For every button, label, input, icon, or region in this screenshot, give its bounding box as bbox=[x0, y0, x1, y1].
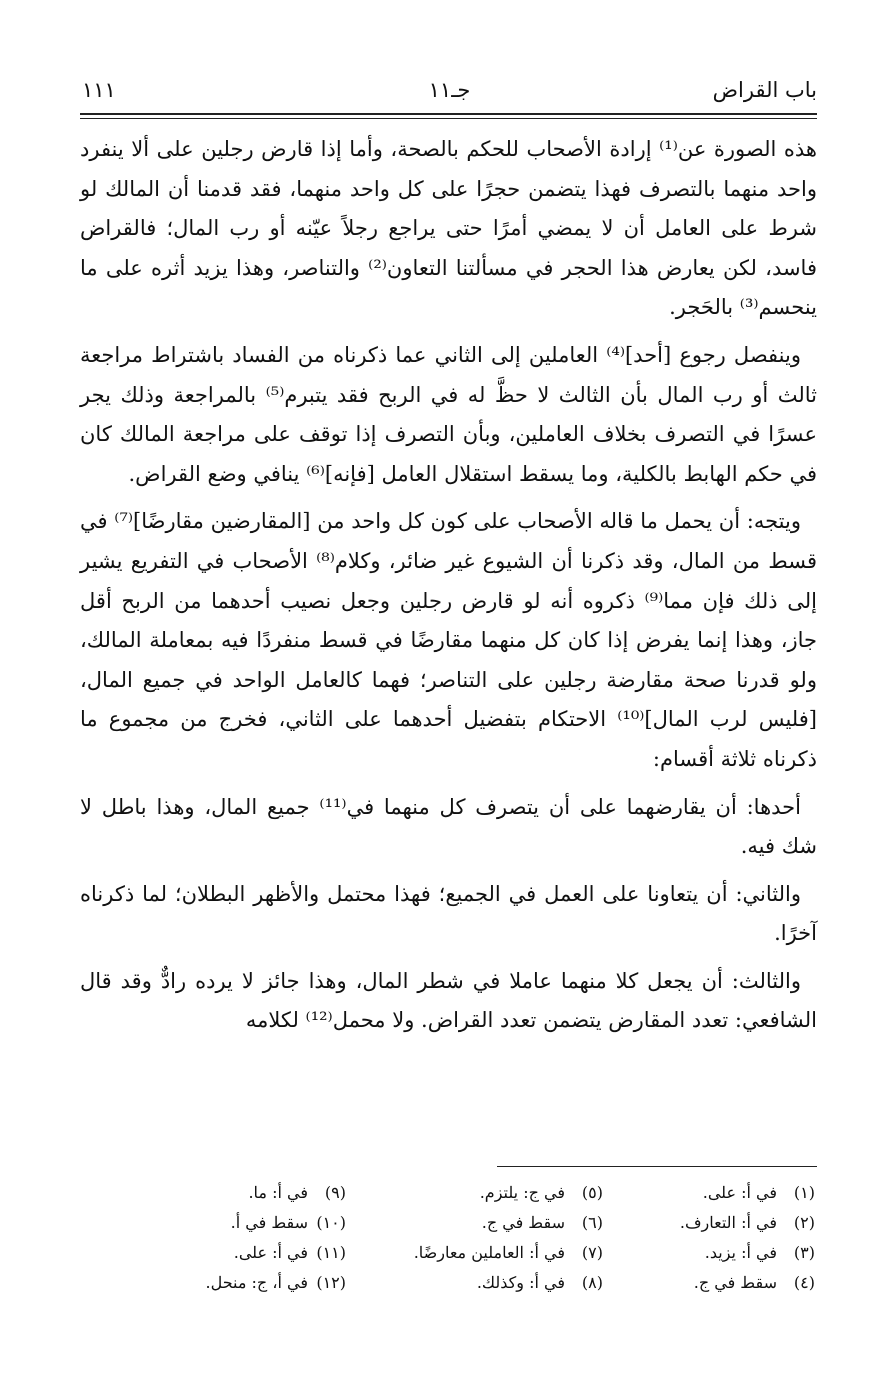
footnote-item bbox=[603, 1208, 815, 1238]
text-line: وينفصل رجوع [أحد]⁽⁴⁾ العاملين إلى الثاني عما ذكرناه من الفساد باشتراط bbox=[151, 342, 801, 367]
paragraph bbox=[80, 788, 817, 867]
footnote-item bbox=[346, 1238, 603, 1268]
paragraph bbox=[80, 336, 817, 494]
footnote-number: (١١) bbox=[316, 1243, 346, 1262]
footnote-text: في ج: يلتزم. bbox=[479, 1183, 565, 1202]
footnote-item bbox=[80, 1268, 346, 1298]
text-line: هذه الصورة عن⁽¹⁾ إرادة الأصحاب للحكم بالصحة، وأما إذا قارض رجلين على bbox=[156, 137, 818, 161]
footnote-number: (٧) bbox=[581, 1243, 603, 1262]
text-line: والثالث: أن يجعل كلا منهما عاملا في شطر المال، وهذا جائز لا يرده رادٌّ bbox=[160, 968, 801, 993]
footnote-text: سقط في أ. bbox=[230, 1213, 308, 1232]
text-line: باطل لا شك فيه. bbox=[80, 794, 817, 859]
footnote-number: (١٠) bbox=[316, 1213, 346, 1232]
footnote-text: في أ: يزيد. bbox=[704, 1243, 777, 1262]
footnote-separator bbox=[497, 1166, 817, 1167]
footnote-text: في أ: وكذلك. bbox=[476, 1273, 565, 1292]
text-line: على التناصر؛ فهما كالعامل الواحد في جميع المال، [فليس لرب المال]⁽¹⁰⁾ bbox=[80, 667, 817, 732]
text-line: والتناصر، وهذا يزيد أثره على ما ينحسم⁽³⁾ بالحَجر. bbox=[80, 255, 817, 320]
footnote-text: في أ: التعارف. bbox=[679, 1213, 777, 1232]
footnote-number: (٦) bbox=[581, 1213, 603, 1232]
page-header bbox=[82, 70, 817, 114]
text-line: ذكرناه آخرًا. bbox=[80, 881, 817, 946]
footnote-text: في أ: على. bbox=[702, 1183, 777, 1202]
text-line: العامل [فإنه]⁽⁶⁾ ينافي وضع القراض. bbox=[128, 461, 438, 486]
paragraph bbox=[80, 962, 817, 1041]
text-line: توقف على مراجعة المالك كان في حكم الهابط بالكلية، وما يسقط استقلال bbox=[80, 422, 817, 486]
footnote-number: (٩) bbox=[324, 1183, 346, 1202]
footnote-item bbox=[346, 1268, 603, 1298]
footnote-number: (٢) bbox=[793, 1213, 815, 1232]
footnote-item bbox=[346, 1178, 603, 1208]
footnote-number: (٨) bbox=[581, 1273, 603, 1292]
footnote-item bbox=[80, 1208, 346, 1238]
paragraph bbox=[80, 130, 817, 328]
footnote-number: (١) bbox=[793, 1183, 815, 1202]
footnote-text: في أ: العاملين معارضًا. bbox=[413, 1243, 565, 1262]
text-line: الاحتكام بتفضيل أحدهما على الثاني، فخرج من مجموع ما ذكرناه ثلاثة أقسام: bbox=[80, 707, 817, 771]
text-line: وقد قال الشافعي: تعدد المقارض يتضمن تعدد القراض. ولا محمل⁽¹²⁾ لكلامه bbox=[80, 968, 817, 1033]
footnote-text: في أ: ما. bbox=[248, 1183, 308, 1202]
footnote-number: (٤) bbox=[793, 1273, 815, 1292]
text-line: والثاني: أن يتعاونا على العمل في الجميع؛ فهذا محتمل والأظهر البطلان؛ لما bbox=[142, 881, 801, 906]
footnote-text: سقط في ج. bbox=[693, 1273, 777, 1292]
page-number: ١١١ bbox=[82, 78, 116, 102]
text-line: قدمنا أن المالك لو شرط على العامل أن لا يمضي أمرًا حتى يراجع رجلاً عيّنه bbox=[80, 176, 817, 241]
header-rule-thick bbox=[80, 113, 817, 115]
footnote-item bbox=[80, 1238, 346, 1268]
text-line: مقارضًا]⁽⁷⁾ في قسط من المال، وقد ذكرنا أن الشيوع غير ضائر، وكلام⁽⁸⁾ bbox=[80, 509, 817, 573]
text-line: مقارضًا في قسط منفردًا فيه بمعاملة المالك، ولو قدرنا صحة مقارضة رجلين bbox=[80, 628, 817, 692]
volume-number: جـ١١ bbox=[428, 78, 471, 102]
footnote-text: في أ: على. bbox=[233, 1243, 308, 1262]
header-rule-thin bbox=[80, 118, 817, 119]
chapter-title: باب القراض bbox=[712, 78, 817, 102]
footnote-number: (٥) bbox=[581, 1183, 603, 1202]
footnote-item bbox=[80, 1178, 346, 1208]
text-line: أو رب المال؛ فالقراض فاسد، لكن يعارض هذا الحجر في مسألتنا التعاون⁽²⁾ bbox=[80, 216, 817, 280]
main-text bbox=[80, 130, 817, 1049]
paragraph bbox=[80, 875, 817, 954]
footnote-number: (١٢) bbox=[316, 1273, 346, 1292]
paragraph bbox=[80, 502, 817, 779]
text-line: وجعل نصيب أحدهما من الربح أقل جاز، وهذا إنما يفرض إذا كان كل منهما bbox=[80, 588, 817, 653]
footnote-number: (٣) bbox=[793, 1243, 815, 1262]
text-line: بالمراجعة وذلك يجر عسرًا في التصرف بخلاف العاملين، وبأن التصرف إذا bbox=[80, 382, 817, 447]
footnote-item bbox=[603, 1178, 815, 1208]
footnote-item bbox=[603, 1238, 815, 1268]
footnote-text: في أ، ج: منحل. bbox=[205, 1273, 308, 1292]
footnote-item bbox=[603, 1268, 815, 1298]
text-line: ويتجه: أن يحمل ما قاله الأصحاب على كون كل واحد من [المقارضين bbox=[210, 509, 801, 534]
text-line: مراجعة ثالث أو رب المال بأن الثالث لا حظَّ له في الربح فقد يتبرم⁽⁵⁾ bbox=[80, 342, 817, 407]
footnote-text: سقط في ج. bbox=[481, 1213, 565, 1232]
text-line: ألا ينفرد واحد منهما بالتصرف فهذا يتضمن حجرًا على كل واحد منهما، فقد bbox=[80, 137, 817, 201]
text-line: أحدها: أن يقارضهما على أن يتصرف كل منهما في⁽¹¹⁾ جميع المال، وهذا bbox=[156, 794, 801, 819]
footnote-item bbox=[346, 1208, 603, 1238]
text-line: الأصحاب في التفريع يشير إلى ذلك فإن مما⁽⁹⁾ ذكروه أنه لو قارض رجلين bbox=[80, 548, 817, 613]
footnotes bbox=[80, 1178, 815, 1298]
